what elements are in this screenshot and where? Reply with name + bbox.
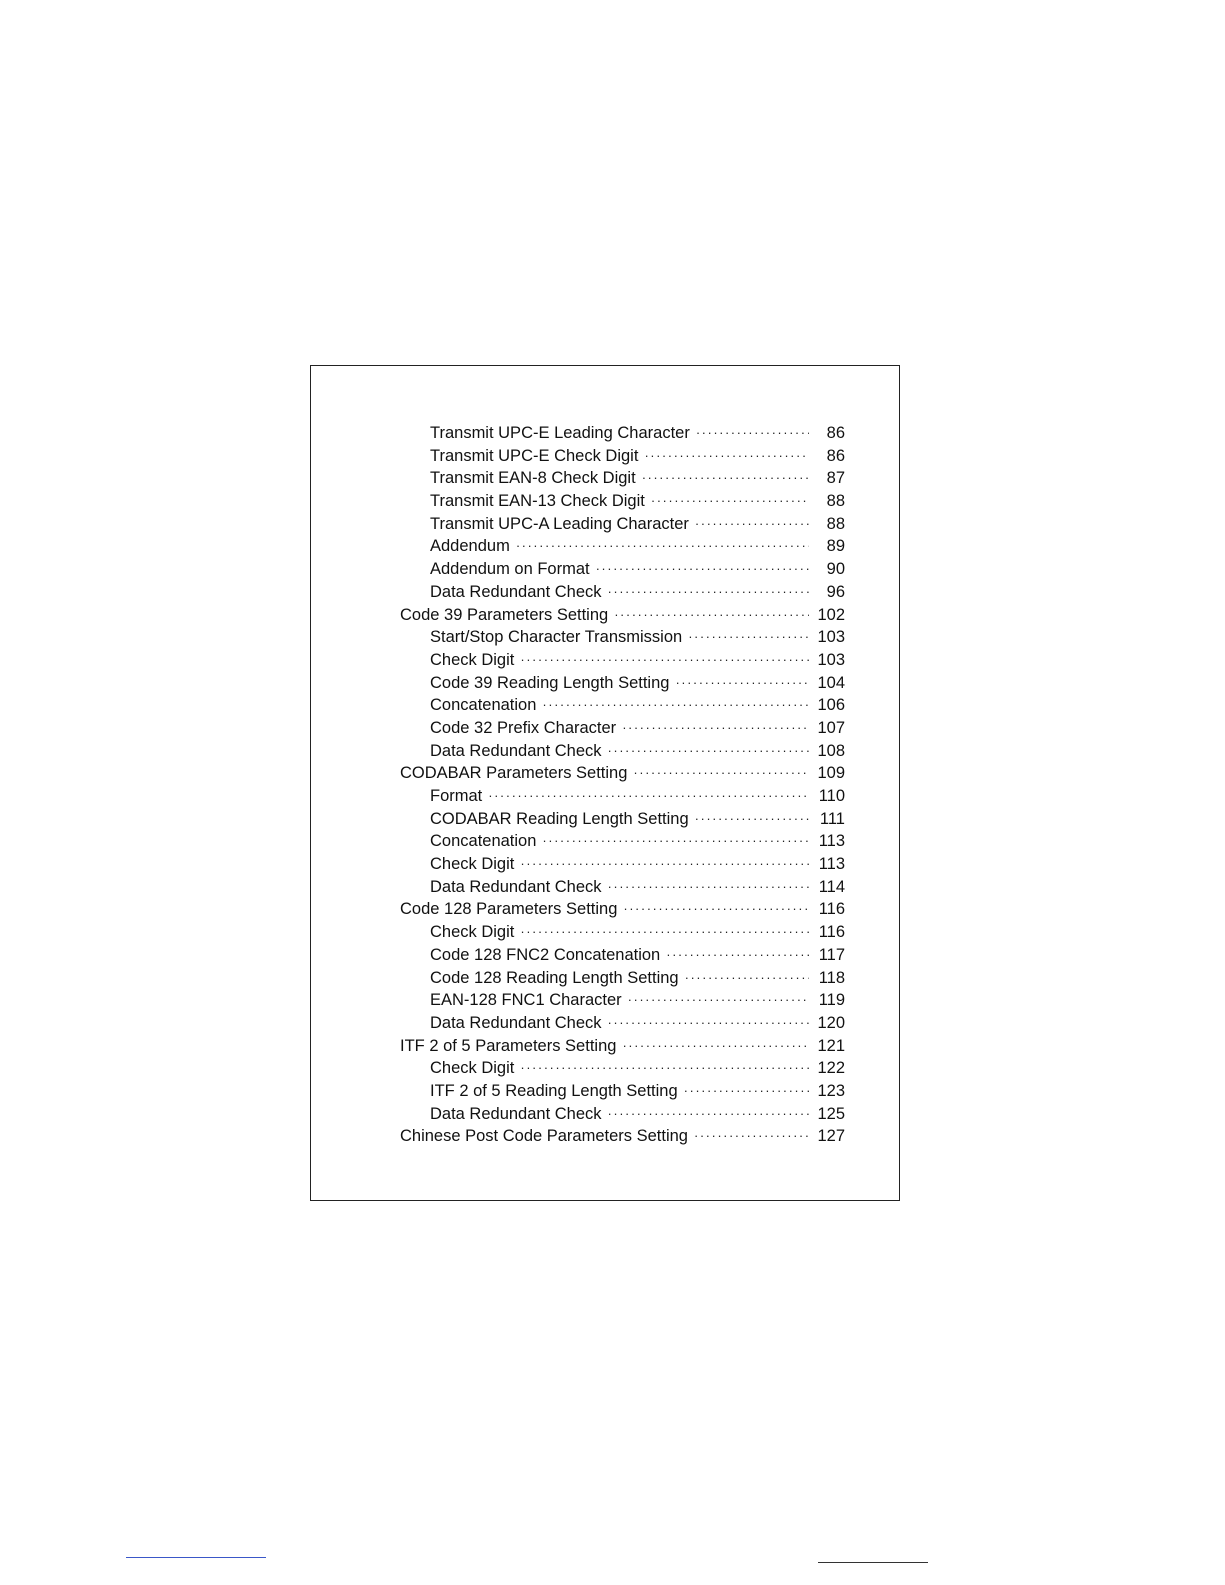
toc-entry-page-number: 118 [818,968,845,987]
toc-entry-page-number: 87 [826,469,845,488]
toc-entry-page-number: 117 [818,945,845,964]
toc-subsection-entry[interactable] [400,626,845,649]
toc-dot-leader [596,558,809,581]
toc-entry-title: Transmit EAN-13 Check Digit [430,492,645,511]
toc-entry-title: Data Redundant Check [430,1104,602,1123]
toc-dot-leader [542,694,809,717]
toc-entry-title: Code 32 Prefix Character [430,718,617,737]
toc-entry-title: CODABAR Parameters Setting [400,764,628,783]
toc-entry-title: Code 39 Reading Length Setting [430,673,670,692]
toc-entry-title: Transmit UPC-A Leading Character [430,514,689,533]
toc-subsection-entry[interactable] [400,989,845,1012]
toc-dot-leader [633,762,809,785]
toc-dot-leader [651,490,809,513]
toc-entry-page-number: 86 [826,424,845,442]
toc-dot-leader [520,921,809,944]
footer-link-underline [126,1557,266,1558]
toc-subsection-entry[interactable] [400,1057,845,1080]
toc-entry-title: Code 128 FNC2 Concatenation [430,945,661,964]
toc-dot-leader [542,830,809,853]
toc-dot-leader [695,808,809,831]
toc-entry-page-number: 102 [817,605,845,624]
table-of-contents [400,422,845,1148]
toc-subsection-entry[interactable] [400,649,845,672]
toc-dot-leader [695,513,809,536]
toc-entry-page-number: 110 [818,787,845,805]
toc-subsection-entry[interactable] [400,921,845,944]
toc-dot-leader [666,944,809,967]
toc-entry-title: Data Redundant Check [430,741,602,760]
toc-entry-title: Data Redundant Check [430,1013,602,1032]
toc-entry-page-number: 113 [818,855,845,874]
toc-subsection-entry[interactable] [400,535,845,558]
toc-dot-leader [520,1057,809,1080]
toc-entry-title: Chinese Post Code Parameters Setting [400,1127,688,1146]
toc-entry-page-number: 121 [817,1036,845,1055]
toc-subsection-entry[interactable] [400,1080,845,1103]
toc-subsection-entry[interactable] [400,672,845,695]
toc-entry-page-number: 103 [817,650,845,669]
toc-dot-leader [520,853,809,876]
toc-dot-leader [608,876,809,899]
toc-entry-title: EAN-128 FNC1 Character [430,991,622,1010]
toc-entry-title: CODABAR Reading Length Setting [430,809,689,828]
toc-entry-page-number: 120 [817,1013,845,1032]
toc-subsection-entry[interactable] [400,467,845,490]
toc-entry-title: Code 128 Reading Length Setting [430,968,679,987]
toc-entry-page-number: 123 [817,1081,845,1100]
toc-subsection-entry[interactable] [400,853,845,876]
toc-entry-title: Transmit UPC-E Leading Character [430,424,690,442]
toc-subsection-entry[interactable] [400,808,845,831]
toc-subsection-entry[interactable] [400,830,845,853]
toc-dot-leader [608,740,809,763]
toc-entry-page-number: 104 [817,673,845,692]
toc-dot-leader [608,1012,809,1035]
toc-dot-leader [622,717,809,740]
toc-entry-page-number: 116 [818,900,845,919]
toc-subsection-entry[interactable] [400,581,845,604]
toc-entry-title: Data Redundant Check [430,582,602,601]
toc-dot-leader [623,898,809,921]
toc-subsection-entry[interactable] [400,1012,845,1035]
toc-dot-leader [685,967,809,990]
toc-section-entry[interactable] [400,1035,845,1058]
toc-entry-title: Concatenation [430,832,537,851]
toc-section-entry[interactable] [400,604,845,627]
toc-dot-leader [696,422,809,445]
toc-entry-page-number: 109 [817,764,845,783]
toc-subsection-entry[interactable] [400,513,845,536]
toc-dot-leader [675,672,809,695]
toc-subsection-entry[interactable] [400,694,845,717]
toc-dot-leader [622,1035,809,1058]
toc-section-entry[interactable] [400,1125,845,1148]
toc-entry-title: Start/Stop Character Transmission [430,628,683,647]
toc-dot-leader [516,535,809,558]
toc-dot-leader [488,785,809,808]
toc-entry-page-number: 113 [818,832,845,851]
toc-entry-page-number: 122 [817,1059,845,1078]
toc-dot-leader [684,1080,809,1103]
toc-entry-page-number: 90 [826,560,845,579]
toc-entry-page-number: 103 [817,628,845,647]
toc-subsection-entry[interactable] [400,967,845,990]
footer-rule [818,1562,928,1563]
toc-subsection-entry[interactable] [400,490,845,513]
toc-subsection-entry[interactable] [400,740,845,763]
toc-entry-page-number: 89 [826,537,845,556]
toc-subsection-entry[interactable] [400,422,845,445]
toc-entry-page-number: 111 [819,809,845,828]
toc-entry-page-number: 114 [818,877,845,896]
toc-section-entry[interactable] [400,898,845,921]
toc-entry-page-number: 88 [826,514,845,533]
toc-subsection-entry[interactable] [400,785,845,808]
toc-entry-title: Format [430,787,483,805]
toc-section-entry[interactable] [400,762,845,785]
toc-entry-page-number: 108 [817,741,845,760]
toc-entry-title: Data Redundant Check [430,877,602,896]
toc-entry-title: Check Digit [430,855,515,874]
toc-entry-title: Concatenation [430,696,537,715]
toc-subsection-entry[interactable] [400,1103,845,1126]
toc-dot-leader [520,649,809,672]
toc-dot-leader [628,989,809,1012]
toc-entry-title: Code 39 Parameters Setting [400,605,609,624]
toc-dot-leader [694,1125,809,1148]
toc-dot-leader [644,445,809,468]
toc-entry-title: Addendum on Format [430,560,590,579]
toc-dot-leader [642,467,809,490]
toc-entry-title: Check Digit [430,650,515,669]
toc-entry-title: ITF 2 of 5 Reading Length Setting [430,1081,678,1100]
toc-subsection-entry[interactable] [400,558,845,581]
toc-entry-page-number: 116 [818,923,845,942]
toc-entry-page-number: 127 [817,1127,845,1146]
toc-subsection-entry[interactable] [400,445,845,468]
toc-entry-page-number: 119 [818,991,845,1010]
toc-subsection-entry[interactable] [400,876,845,899]
toc-entry-page-number: 125 [817,1104,845,1123]
toc-entry-page-number: 107 [817,718,845,737]
toc-subsection-entry[interactable] [400,944,845,967]
toc-entry-title: Code 128 Parameters Setting [400,900,618,919]
toc-entry-page-number: 96 [826,582,845,601]
toc-dot-leader [608,1103,809,1126]
toc-entry-title: Transmit UPC-E Check Digit [430,446,639,465]
toc-entry-title: Check Digit [430,1059,515,1078]
toc-entry-title: Addendum [430,537,510,556]
toc-entry-title: Check Digit [430,923,515,942]
toc-entry-title: ITF 2 of 5 Parameters Setting [400,1036,617,1055]
toc-dot-leader [608,581,809,604]
toc-entry-page-number: 106 [817,696,845,715]
toc-entry-page-number: 88 [826,492,845,511]
toc-entry-title: Transmit EAN-8 Check Digit [430,469,636,488]
toc-dot-leader [614,604,809,627]
toc-subsection-entry[interactable] [400,717,845,740]
toc-dot-leader [688,626,809,649]
toc-entry-page-number: 86 [826,446,845,465]
